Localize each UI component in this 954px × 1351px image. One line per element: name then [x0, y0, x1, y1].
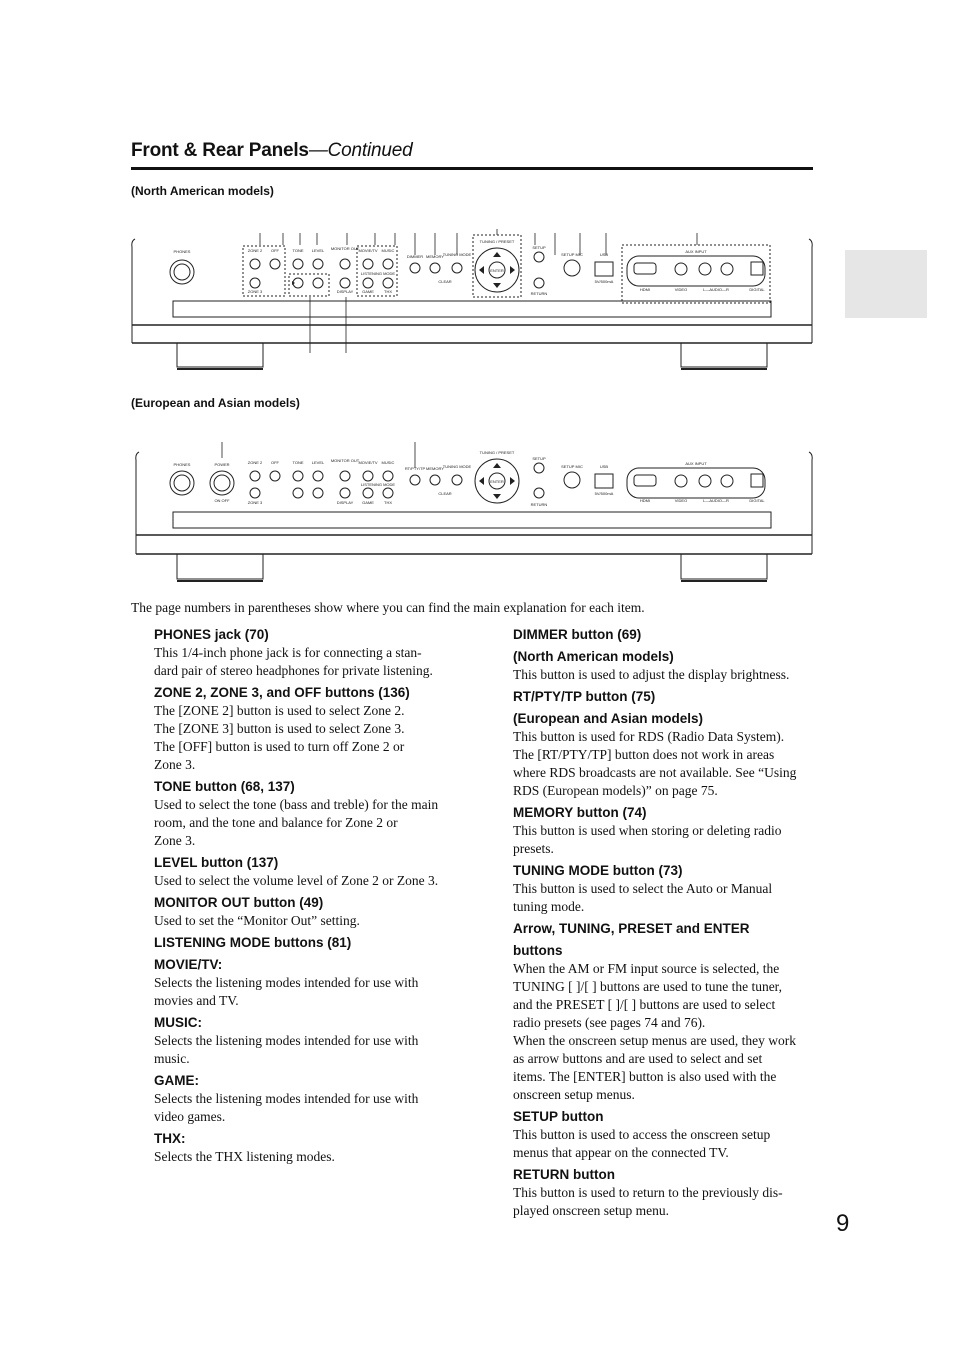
label-movie-tv-eu: MOVIE/TV	[358, 460, 378, 465]
item-description-line: and the PRESET [ ]/[ ] buttons are used to select	[513, 997, 776, 1012]
label-tuning-mode: TUNING MODE	[442, 252, 472, 257]
label-video-eu: VIDEO	[674, 498, 688, 503]
label-digital-eu: DIGITAL	[749, 498, 765, 503]
item-heading: SETUP button	[513, 1109, 604, 1124]
item-description-line: Used to select the volume level of Zone 2 or Zone 3.	[154, 873, 439, 888]
label-monitor-out: MONITOR OUT	[330, 246, 360, 251]
caption-north-american: (North American models)	[131, 184, 274, 198]
label-thx: THX	[384, 289, 392, 294]
side-tab	[845, 250, 927, 318]
item-description-line: video games.	[154, 1109, 226, 1124]
label-clear: CLEAR	[438, 279, 452, 284]
label-display-eu: DISPLAY	[336, 500, 354, 505]
item-description-line: presets.	[513, 841, 554, 856]
label-setup-mic: SETUP MIC	[561, 252, 583, 257]
item-heading: Arrow, TUNING, PRESET and ENTER	[513, 921, 750, 936]
item-heading: MEMORY button (74)	[513, 805, 647, 820]
label-return-eu: RETURN	[530, 502, 548, 507]
label-power-eu: POWER	[214, 462, 230, 467]
item-description-line: TUNING [ ]/[ ] buttons are used to tune the tuner,	[513, 979, 783, 994]
label-listening-mode-eu: LISTENING MODE	[360, 482, 396, 487]
label-thx-eu: THX	[384, 500, 392, 505]
title-continued: —Continued	[308, 140, 413, 161]
item-heading: RT/PTY/TP button (75)	[513, 689, 656, 704]
title-rule	[131, 167, 813, 170]
label-usb-spec-eu: 5V/500mA	[594, 491, 614, 496]
caption-european-asian: (European and Asian models)	[131, 396, 300, 410]
label-usb-eu: USB	[599, 464, 609, 469]
item-description-line: radio presets (see pages 74 and 76).	[513, 1015, 706, 1030]
label-off: OFF	[271, 248, 279, 253]
label-zone2-eu: ZONE 2	[247, 460, 263, 465]
label-tuning-preset-eu: TUNING / PRESET	[479, 450, 515, 455]
item-description-line: Selects the THX listening modes.	[154, 1149, 335, 1164]
label-setup: SETUP	[532, 245, 546, 250]
item-description-line: room, and the tone and balance for Zone 2 or	[154, 815, 398, 830]
item-description-line: Used to select the tone (bass and treble) for the main	[154, 797, 439, 812]
item-description-line: This button is used when storing or deleting radio	[513, 823, 782, 838]
item-description-line: Zone 3.	[154, 833, 196, 848]
label-audio: L—AUDIO—R	[703, 287, 729, 292]
label-zone3: ZONE 3	[247, 289, 263, 294]
label-setup-eu: SETUP	[532, 456, 546, 461]
item-heading: ZONE 2, ZONE 3, and OFF buttons (136)	[154, 685, 410, 700]
item-description-line: This button is used to adjust the display brightness.	[513, 667, 790, 682]
label-aux-input: AUX INPUT	[685, 249, 707, 254]
item-description-line: onscreen setup menus.	[513, 1087, 635, 1102]
page-title	[131, 140, 412, 162]
label-music: MUSIC	[381, 248, 395, 253]
label-enter-eu: ENTER	[490, 479, 504, 484]
label-audio-eu: L—AUDIO—R	[703, 498, 729, 503]
label-usb: USB	[599, 252, 609, 257]
item-heading: RETURN button	[513, 1167, 615, 1182]
label-tone: TONE	[292, 248, 304, 253]
item-heading: (European and Asian models)	[513, 711, 704, 726]
left-column	[154, 622, 459, 1166]
item-description-line: Used to set the “Monitor Out” setting.	[154, 913, 360, 928]
item-heading: LISTENING MODE buttons (81)	[154, 935, 352, 950]
label-clear-eu: CLEAR	[438, 491, 452, 496]
label-music-eu: MUSIC	[381, 460, 395, 465]
label-phones-eu: PHONES	[173, 462, 191, 467]
label-off-eu: OFF	[271, 460, 279, 465]
item-description-line: When the AM or FM input source is selected, the	[513, 961, 780, 976]
item-heading: MONITOR OUT button (49)	[154, 895, 324, 910]
label-setup-mic-eu: SETUP MIC	[561, 464, 583, 469]
label-listening-mode: LISTENING MODE	[360, 271, 396, 276]
item-description-line: The [ZONE 2] button is used to select Zone 2.	[154, 703, 405, 718]
item-description-line: This button is used to return to the previously dis-	[513, 1185, 783, 1200]
intro-text: The page numbers in parentheses show where you can find the main explanation for each item.	[131, 600, 645, 615]
label-hdmi: HDMI	[639, 287, 651, 292]
item-description-line: movies and TV.	[154, 993, 239, 1008]
item-heading: MUSIC:	[154, 1015, 202, 1030]
item-heading: TONE button (68, 137)	[154, 779, 295, 794]
item-description-line: This button is used to access the onscreen setup	[513, 1127, 771, 1142]
label-phones: PHONES	[173, 249, 191, 254]
label-enter: ENTER	[490, 268, 504, 273]
label-memory: MEMORY	[426, 254, 444, 259]
label-on-off-eu: ON OFF	[214, 498, 230, 503]
item-description-line: menus that appear on the connected TV.	[513, 1145, 729, 1160]
item-heading: DIMMER button (69)	[513, 627, 642, 642]
item-heading: GAME:	[154, 1073, 199, 1088]
label-tuning-mode-eu: TUNING MODE	[442, 464, 472, 469]
item-description-line: This 1/4-inch phone jack is for connecting a stan-	[154, 645, 422, 660]
label-return: RETURN	[530, 291, 548, 296]
label-game: GAME	[362, 289, 374, 294]
item-description-line: This button is used to select the Auto or Manual	[513, 881, 773, 896]
title-main: Front & Rear Panels	[131, 140, 309, 161]
item-heading: MOVIE/TV:	[154, 957, 223, 972]
label-display: DISPLAY	[336, 289, 354, 294]
front-panel-european	[125, 440, 820, 585]
right-column	[513, 622, 813, 1220]
label-game-eu: GAME	[362, 500, 374, 505]
item-description-line: played onscreen setup menu.	[513, 1203, 669, 1218]
item-description-line: where RDS broadcasts are not available. See “Using	[513, 765, 797, 780]
item-description-line: Selects the listening modes intended for use with	[154, 1033, 419, 1048]
item-description-line: tuning mode.	[513, 899, 585, 914]
item-description-line: music.	[154, 1051, 190, 1066]
label-level-eu: LEVEL	[311, 460, 325, 465]
label-rt-pty-tp-eu: RT/PTY/TP	[404, 466, 426, 471]
item-description-line: Selects the listening modes intended for use with	[154, 1091, 419, 1106]
item-heading: THX:	[154, 1131, 186, 1146]
label-dimmer: DIMMER	[406, 254, 424, 259]
item-description-line: RDS (European models)” on page 75.	[513, 783, 718, 798]
item-description-line: The [RT/PTY/TP] button does not work in areas	[513, 747, 775, 762]
item-description-line: The [OFF] button is used to turn off Zone 2 or	[154, 739, 405, 754]
label-tone-eu: TONE	[292, 460, 304, 465]
item-description-line: as arrow buttons and are used to select and set	[513, 1051, 763, 1066]
label-aux-input-eu: AUX INPUT	[685, 461, 707, 466]
item-heading: buttons	[513, 943, 563, 958]
item-heading: TUNING MODE button (73)	[513, 863, 683, 878]
page-number: 9	[836, 1210, 850, 1237]
label-digital: DIGITAL	[749, 287, 765, 292]
label-usb-spec: 5V/500mA	[594, 279, 614, 284]
label-monitor-out-eu: MONITOR OUT	[330, 458, 360, 463]
item-heading: LEVEL button (137)	[154, 855, 279, 870]
item-description-line: Selects the listening modes intended for use with	[154, 975, 419, 990]
item-heading: PHONES jack (70)	[154, 627, 269, 642]
label-zone2: ZONE 2	[247, 248, 263, 253]
label-zone3-eu: ZONE 3	[247, 500, 263, 505]
label-video: VIDEO	[674, 287, 688, 292]
item-description-line: Zone 3.	[154, 757, 196, 772]
item-description-line: When the onscreen setup menus are used, they work	[513, 1033, 797, 1048]
item-description-line: items. The [ENTER] button is also used with the	[513, 1069, 777, 1084]
label-hdmi-eu: HDMI	[639, 498, 651, 503]
item-description-line: The [ZONE 3] button is used to select Zone 3.	[154, 721, 405, 736]
label-tuning-preset: TUNING / PRESET	[479, 239, 515, 244]
front-panel-north-american	[125, 225, 820, 375]
item-description-line: This button is used for RDS (Radio Data System).	[513, 729, 785, 744]
label-memory-eu: MEMORY	[426, 466, 444, 471]
label-movie-tv: MOVIE/TV	[358, 248, 378, 253]
label-level: LEVEL	[311, 248, 325, 253]
item-description-line: dard pair of stereo headphones for private listening.	[154, 663, 433, 678]
item-heading: (North American models)	[513, 649, 674, 664]
